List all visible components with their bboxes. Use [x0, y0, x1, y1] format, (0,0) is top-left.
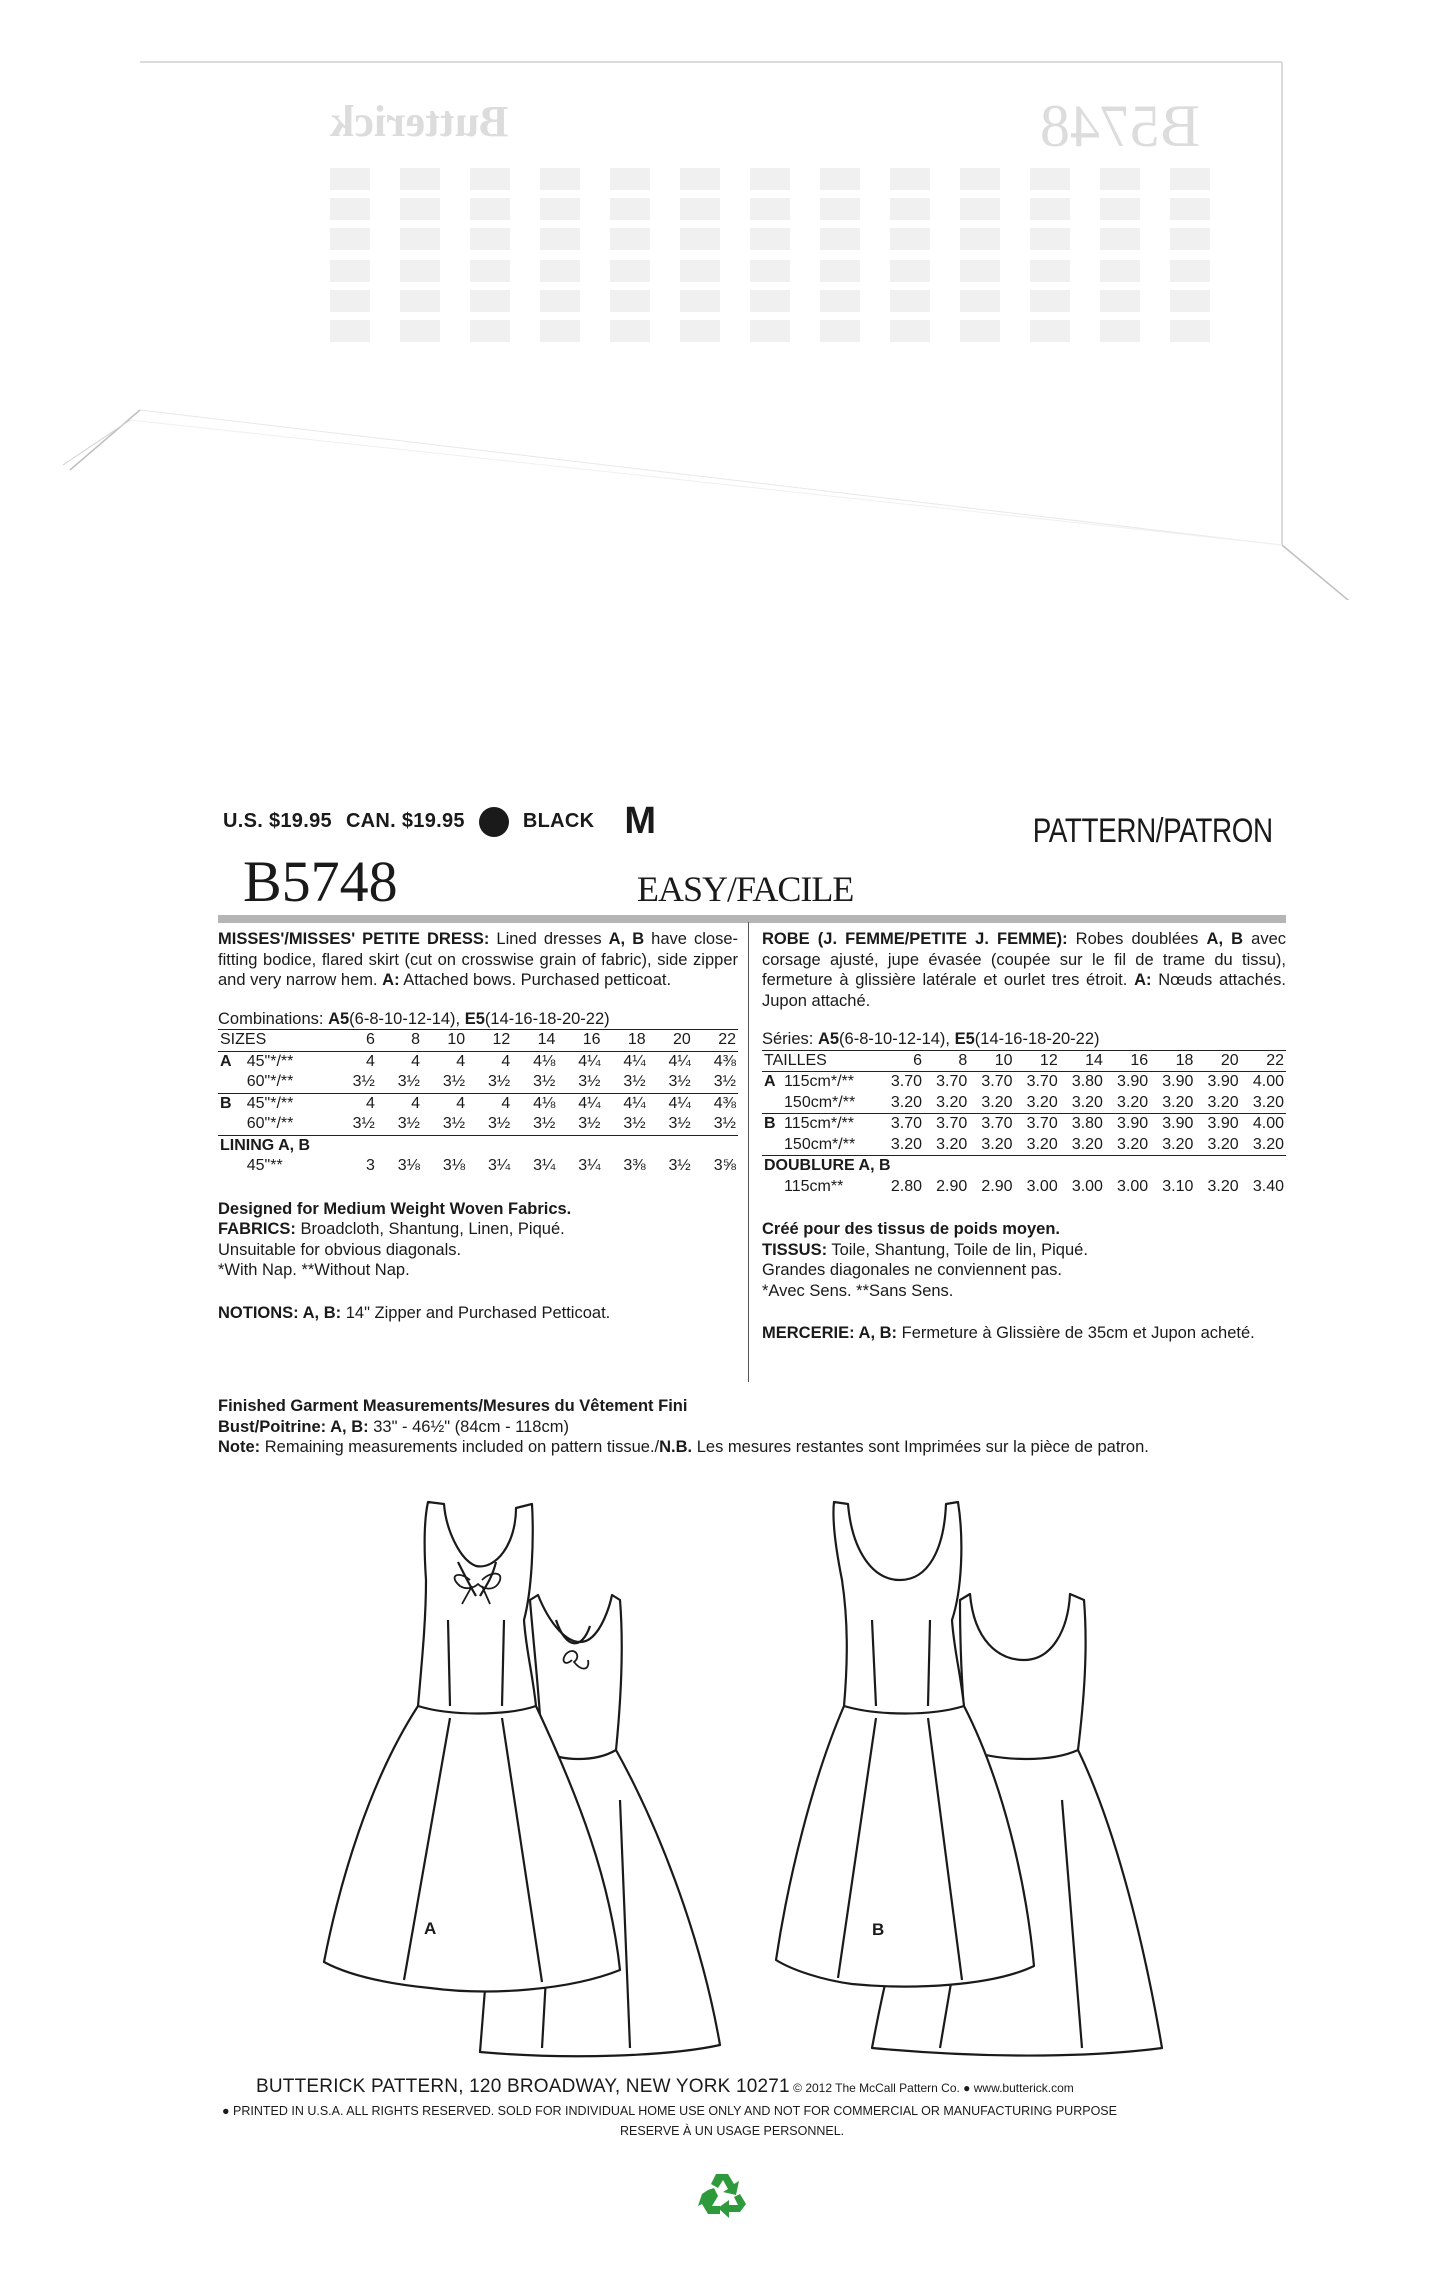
desc-title: MISSES'/MISSES' PETITE DRESS: [218, 930, 490, 948]
value-cell: 2.90 [981, 1177, 1013, 1195]
recycle-icon [696, 2168, 748, 2225]
value-cell: 4⅜ [693, 1093, 738, 1114]
view-cell: A [764, 1073, 776, 1090]
value-cell: 4 [501, 1052, 511, 1070]
value-cell: 3½ [488, 1115, 511, 1132]
value-cell: 3.90 [1195, 1114, 1240, 1135]
value-cell: 3½ [623, 1115, 646, 1132]
value-cell: 3⅛ [397, 1157, 421, 1174]
size-cell: 22 [693, 1030, 738, 1052]
finished-title: Finished Garment Measurements/Mesures du Vêtement Fini [218, 1397, 688, 1415]
value-cell: 4⅜ [713, 1052, 736, 1070]
fabric-cell: 115cm** [784, 1177, 844, 1195]
notions-label: MERCERIE: A, B: [762, 1324, 898, 1342]
size-cell: 14 [1060, 1050, 1105, 1072]
value-cell: 4¼ [648, 1093, 693, 1114]
finished-measurements [218, 1396, 1288, 1458]
value-cell: 3.70 [936, 1073, 968, 1090]
sizes-label: SIZES [218, 1030, 332, 1052]
size-cell: 20 [1195, 1050, 1240, 1072]
view-cell: A [220, 1052, 232, 1070]
table-row [762, 1177, 1286, 1198]
value-cell: 3½ [713, 1115, 736, 1132]
size-cell: 10 [969, 1050, 1014, 1072]
size-cell: 6 [332, 1030, 377, 1052]
value-cell: 3⅜ [623, 1157, 646, 1174]
footer-printed: ● PRINTED IN U.S.A. ALL RIGHTS RESERVED. SOLD FOR INDIVIDUAL HOME USE ONLY AND NOT FOR COMMERCIAL OR MANUFACTURING PURPOSE [222, 2104, 1117, 2118]
size-cell: 8 [377, 1030, 422, 1052]
value-cell: 3¼ [488, 1157, 511, 1174]
fabrics-list: Broadcloth, Shantung, Linen, Piqué. [295, 1220, 565, 1238]
nap-note: *With Nap. **Without Nap. [218, 1261, 410, 1279]
combo-a5-sizes: (6-8-10-12-14), [349, 1009, 465, 1028]
value-cell: 3.20 [1117, 1093, 1149, 1111]
value-cell: 4 [467, 1093, 512, 1114]
ghost-brand: Butterick [330, 97, 509, 146]
value-cell: 3½ [352, 1115, 375, 1132]
value-cell: 3⅛ [442, 1157, 466, 1174]
designed-for: Créé pour des tissus de poids moyen. [762, 1220, 1060, 1238]
price-line [223, 800, 656, 843]
value-cell: 3.20 [1207, 1093, 1239, 1111]
value-cell: 3½ [352, 1073, 375, 1090]
nap-note: *Avec Sens. **Sans Sens. [762, 1281, 954, 1300]
combinations-label: Combinations: [218, 1009, 329, 1028]
desc-text: Robes doublées [1067, 930, 1207, 948]
notions-text: Fermeture à Glissière de 35cm et Jupon acheté. [897, 1324, 1255, 1342]
value-cell: 2.80 [890, 1177, 923, 1195]
combo-e5-sizes: (14-16-18-20-22) [974, 1030, 1100, 1048]
value-cell: 3.70 [890, 1073, 923, 1090]
lining-label: DOUBLURE A, B [762, 1156, 1286, 1177]
value-cell: 4 [377, 1093, 422, 1114]
value-cell: 3.20 [936, 1135, 968, 1153]
value-cell: 3 [365, 1157, 375, 1174]
table-row [762, 1156, 1286, 1177]
value-cell: 3½ [668, 1073, 691, 1090]
table-row [218, 1051, 738, 1072]
nb-label: N.B. [659, 1438, 693, 1456]
envelope-flap [0, 0, 1445, 600]
value-cell: 3.40 [1252, 1177, 1284, 1195]
value-cell: 2.90 [936, 1177, 968, 1195]
value-cell: 3.20 [1207, 1135, 1239, 1153]
view-a-illustration [320, 1500, 740, 2060]
value-cell: 3.70 [924, 1114, 969, 1135]
value-cell: 3.00 [1071, 1177, 1103, 1195]
value-cell: 3½ [488, 1073, 511, 1090]
value-cell: 3.90 [1117, 1073, 1149, 1090]
size-cell: 12 [1014, 1050, 1059, 1072]
table-row [762, 1114, 1286, 1135]
value-cell: 3.20 [1207, 1177, 1239, 1195]
description-fr [762, 929, 1286, 1011]
desc-text: Lined dresses [489, 930, 609, 948]
color-swatch-icon [479, 807, 509, 837]
combinations-en [218, 1009, 738, 1030]
notions-label: NOTIONS: A, B: [218, 1303, 342, 1322]
fabric-cell: 45"*/** [245, 1093, 332, 1114]
fabrics-label: TISSUS: [762, 1240, 828, 1259]
value-cell: 3.80 [1060, 1114, 1105, 1135]
bust-label: Bust/Poitrine: A, B: [218, 1417, 369, 1436]
size-cell: 22 [1241, 1050, 1286, 1072]
size-cell: 8 [924, 1050, 969, 1072]
value-cell: 3.90 [1162, 1073, 1194, 1090]
desc-text: have close-fitting bodice, flared skirt (cut on crosswise grain of fabric), side zipper and very narrow hem. [218, 930, 739, 989]
value-cell: 4 [456, 1052, 466, 1070]
unsuitable-note: Grandes diagonales ne conviennent pas. [762, 1261, 1062, 1279]
description-en [218, 929, 738, 991]
value-cell: 4 [422, 1093, 467, 1114]
combo-a5-sizes: (6-8-10-12-14), [839, 1030, 955, 1048]
value-cell: 3½ [533, 1115, 556, 1132]
value-cell: 3½ [578, 1073, 601, 1090]
table-row [218, 1114, 738, 1135]
fabric-cell: 60"*/** [246, 1073, 294, 1090]
fabric-cell: 60"*/** [246, 1115, 294, 1132]
combo-a5: A5 [817, 1030, 840, 1048]
table-header [218, 1030, 738, 1052]
publisher-address: BUTTERICK PATTERN, 120 BROADWAY, NEW YORK 10271 [256, 2076, 790, 2097]
price-us: U.S. $19.95 [223, 810, 332, 832]
bust-value: 33" - 46½" (84cm - 118cm) [368, 1417, 569, 1436]
yardage-table-en [218, 1029, 738, 1177]
value-cell: 3.00 [1026, 1177, 1058, 1195]
desc-title: ROBE (J. FEMME/PETITE J. FEMME): [762, 930, 1068, 948]
ghost-table [330, 168, 1230, 350]
value-cell: 3½ [578, 1115, 601, 1132]
fabric-cell: 150cm*/** [784, 1093, 856, 1111]
value-cell: 3¼ [578, 1157, 601, 1174]
value-cell: 4 [411, 1052, 421, 1070]
value-cell: 3.80 [1071, 1073, 1103, 1090]
value-cell: 3.20 [890, 1093, 923, 1111]
table-row [762, 1135, 1286, 1156]
value-cell: 3½ [668, 1115, 691, 1132]
value-cell: 4¼ [603, 1093, 648, 1114]
table-row [218, 1156, 738, 1177]
yardage-table-fr [762, 1050, 1286, 1198]
value-cell: 4.00 [1252, 1073, 1284, 1090]
value-cell: 3.20 [936, 1093, 968, 1111]
value-cell: 3.20 [1026, 1135, 1058, 1153]
value-cell: 3.00 [1117, 1177, 1149, 1195]
copyright: © 2012 The McCall Pattern Co. ● www.butterick.com [789, 2081, 1074, 2095]
value-cell: 3.20 [1252, 1135, 1284, 1153]
table-row [762, 1093, 1286, 1114]
size-cell: 14 [512, 1030, 557, 1052]
view-a-label: A [424, 1919, 437, 1938]
desc-views: A, B [1206, 930, 1244, 948]
value-cell: 3½ [533, 1073, 556, 1090]
view-cell [762, 1135, 782, 1156]
value-cell: 4¼ [668, 1052, 691, 1070]
value-cell: 4¼ [557, 1093, 602, 1114]
value-cell: 3.20 [1252, 1093, 1284, 1111]
value-cell: 3½ [442, 1115, 466, 1132]
footer-reserve: RESERVE À UN USAGE PERSONNEL. [620, 2124, 845, 2138]
desc-text: Nœuds attachés. Jupon attaché. [762, 971, 1286, 1010]
value-cell: 3.20 [1162, 1093, 1194, 1111]
value-cell: 3.70 [1026, 1073, 1058, 1090]
size-cell: 18 [603, 1030, 648, 1052]
table-header [762, 1050, 1286, 1072]
english-column [218, 929, 738, 1323]
value-cell: 3.70 [969, 1114, 1014, 1135]
price-can: CAN. $19.95 [345, 810, 465, 832]
size-letter: M [624, 800, 657, 842]
size-cell: 10 [422, 1030, 467, 1052]
view-b-illustration [772, 1500, 1192, 2060]
notions-text: 14" Zipper and Purchased Petticoat. [341, 1303, 611, 1322]
value-cell: 3.70 [981, 1073, 1013, 1090]
table-row [762, 1072, 1286, 1093]
view-cell [218, 1072, 245, 1093]
fabrics-label: FABRICS: [218, 1220, 296, 1238]
combo-a5: A5 [328, 1009, 350, 1028]
note-fr: Les mesures restantes sont Imprimées sur la pièce de patron. [692, 1438, 1149, 1456]
combinations-fr [762, 1029, 1286, 1050]
value-cell: 3.70 [879, 1114, 924, 1135]
combinations-label: Séries: [762, 1030, 818, 1048]
combo-e5: E5 [954, 1030, 975, 1048]
desc-view-a: A: [1134, 971, 1152, 989]
pattern-number: B5748 [243, 849, 398, 914]
value-cell: 3½ [623, 1073, 646, 1090]
value-cell: 3.70 [1014, 1114, 1059, 1135]
designed-for: Designed for Medium Weight Woven Fabrics. [218, 1199, 572, 1218]
value-cell: 3.20 [1117, 1135, 1149, 1153]
ghost-number: B5748 [1040, 93, 1201, 159]
value-cell: 4.00 [1241, 1114, 1286, 1135]
value-cell: 3.90 [1150, 1114, 1195, 1135]
value-cell: 3½ [397, 1073, 421, 1090]
notions-fr [762, 1323, 1286, 1344]
size-cell: 6 [879, 1050, 924, 1072]
value-cell: 3.20 [1026, 1093, 1058, 1111]
difficulty-label: EASY/FACILE [637, 869, 854, 909]
value-cell: 3.20 [890, 1135, 923, 1153]
fabric-cell: 45"*/** [246, 1052, 294, 1070]
lining-label: LINING A, B [218, 1135, 738, 1156]
view-cell: B [218, 1093, 245, 1114]
size-cell: 16 [557, 1030, 602, 1052]
note-en: Remaining measurements included on pattern tissue./ [260, 1438, 660, 1456]
value-cell: 3½ [442, 1073, 466, 1090]
value-cell: 4⅛ [533, 1052, 556, 1070]
note-label: Note: [218, 1438, 261, 1456]
fabric-cell: 150cm*/** [784, 1135, 856, 1153]
value-cell: 3⅝ [713, 1157, 736, 1174]
unsuitable-note: Unsuitable for obvious diagonals. [218, 1240, 462, 1259]
fabric-cell: 115cm*/** [784, 1073, 854, 1090]
fabrics-list: Toile, Shantung, Toile de lin, Piqué. [827, 1240, 1088, 1259]
footer-address [256, 2076, 1074, 2098]
value-cell: 3.20 [1071, 1135, 1103, 1153]
fabric-cell: 115cm*/** [782, 1114, 879, 1135]
combo-e5-sizes: (14-16-18-20-22) [484, 1009, 610, 1028]
view-b-label: B [872, 1920, 885, 1939]
value-cell: 3.10 [1162, 1177, 1194, 1195]
value-cell: 3.90 [1207, 1073, 1239, 1090]
color-label: BLACK [522, 810, 595, 832]
value-cell: 3½ [668, 1157, 691, 1174]
value-cell: 3.90 [1105, 1114, 1150, 1135]
size-cell: 20 [648, 1030, 693, 1052]
value-cell: 3.20 [981, 1093, 1013, 1111]
desc-views: A, B [608, 930, 645, 948]
value-cell: 3¼ [533, 1157, 556, 1174]
value-cell: 4 [365, 1052, 375, 1070]
value-cell: 3½ [397, 1115, 421, 1132]
value-cell: 3½ [713, 1073, 736, 1090]
column-divider [748, 922, 749, 1382]
view-cell [218, 1114, 245, 1135]
size-cell: 12 [467, 1030, 512, 1052]
table-row [218, 1072, 738, 1093]
size-cell: 16 [1105, 1050, 1150, 1072]
value-cell: 4⅛ [512, 1093, 557, 1114]
value-cell: 3.20 [1162, 1135, 1194, 1153]
size-cell: 18 [1150, 1050, 1195, 1072]
value-cell: 3.20 [1071, 1093, 1103, 1111]
pattern-label: PATTERN/PATRON [1032, 812, 1273, 850]
table-row [218, 1135, 738, 1156]
value-cell: 4¼ [623, 1052, 646, 1070]
table-row [218, 1093, 738, 1114]
header-rule [218, 915, 1286, 923]
view-cell [762, 1093, 782, 1114]
sizes-label: TAILLES [762, 1050, 879, 1072]
fabrics-en [218, 1199, 738, 1281]
notions-en [218, 1303, 738, 1324]
combo-e5: E5 [464, 1009, 485, 1028]
french-column [762, 929, 1286, 1344]
desc-text: avec corsage ajusté, jupe évasée (coupée sur le fil de trame du tissu), fermeture à glissière latérale et ourlet tres étroit. [762, 930, 1286, 989]
fabric-cell: 45"** [246, 1157, 283, 1174]
value-cell: 3.20 [981, 1135, 1013, 1153]
desc-view-a: A: [382, 971, 400, 989]
value-cell: 4 [332, 1093, 377, 1114]
value-cell: 4¼ [578, 1052, 601, 1070]
fabrics-fr [762, 1219, 1286, 1301]
desc-text: Attached bows. Purchased petticoat. [399, 971, 672, 989]
view-cell: B [762, 1114, 782, 1135]
